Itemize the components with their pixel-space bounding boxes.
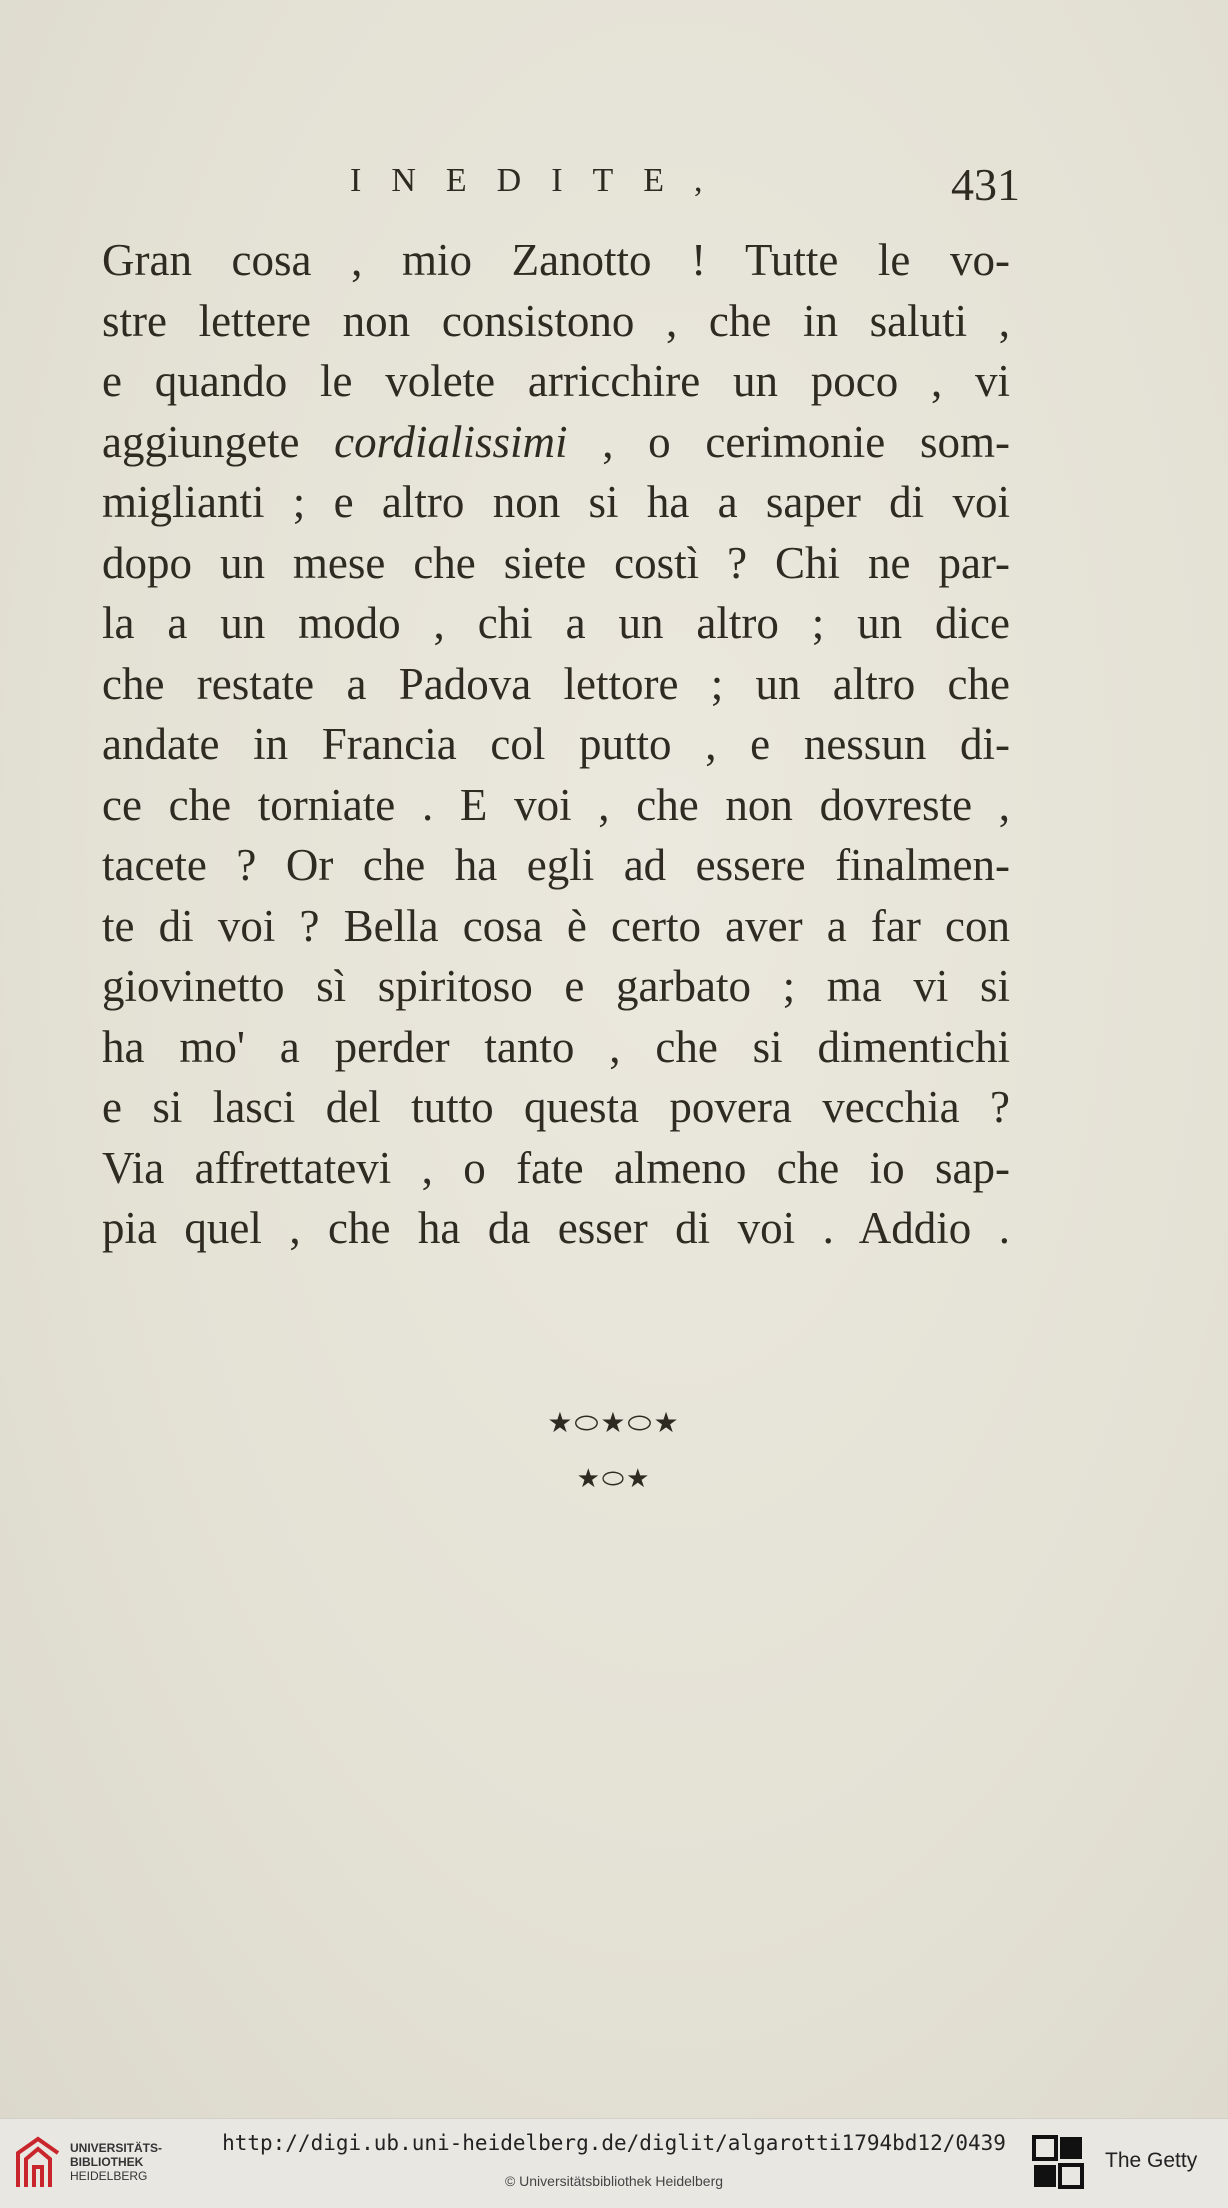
- text-line: giovinetto sì spiritoso e garbato ; ma vi si: [102, 961, 1010, 1011]
- text-line: miglianti ; e altro non si ha a saper di voi: [102, 477, 1010, 527]
- text-line: tacete ? Or che ha egli ad essere finalmen-: [102, 840, 1010, 890]
- text-line: dopo un mese che siete costì ? Chi ne par-: [102, 537, 1010, 588]
- text-line: Via affrettatevi , o fate almeno che io sap-: [102, 1142, 1010, 1193]
- text-line: stre lettere non consistono , che in saluti ,: [102, 295, 1010, 346]
- copyright-notice: © Universitätsbibliothek Heidelberg: [504, 2173, 724, 2189]
- page-number: 431: [951, 159, 1020, 210]
- library-name-line: UNIVERSITÄTS-: [70, 2141, 163, 2155]
- footer-bar: [0, 2118, 1228, 2208]
- text-line: te di voi ? Bella cosa è certo aver a far con: [102, 900, 1010, 951]
- library-name-line: HEIDELBERG: [70, 2169, 148, 2183]
- text-line: pia quel , che ha da esser di voi . Addio .: [102, 1203, 1010, 1253]
- running-head: INEDITE,: [350, 162, 733, 199]
- text-line-start: aggiungete: [102, 416, 335, 467]
- italic-word: cordialissimi: [334, 416, 568, 467]
- text-line: che restate a Padova lettore ; un altro che: [102, 658, 1010, 709]
- ornament-row: ★⬭★: [576, 1464, 652, 1494]
- ornament-row: ★⬭★⬭★: [547, 1406, 681, 1439]
- text-line: [102, 412, 1010, 473]
- permalink-url[interactable]: http://digi.ub.uni-heidelberg.de/diglit/algarotti1794bd12/0439: [222, 2131, 1006, 2155]
- text-line: ce che torniate . E voi , che non dovreste ,: [102, 779, 1010, 830]
- library-name-line: BIBLIOTHEK: [70, 2155, 144, 2169]
- text-line-end: , o cerimonie som-: [567, 416, 1010, 467]
- text-line: ha mo' a perder tanto , che si dimentichi: [102, 1021, 1010, 1072]
- letter-text: [102, 230, 1010, 1259]
- text-line: e quando le volete arricchire un poco , vi: [102, 356, 1010, 406]
- getty-label: The Getty: [1105, 2149, 1198, 2172]
- getty-logo-icon: [1032, 2135, 1084, 2191]
- text-line: e si lasci del tutto questa povera vecchia ?: [102, 1082, 1010, 1132]
- text-line: Gran cosa , mio Zanotto ! Tutte le vo-: [102, 235, 1010, 285]
- text-line: la a un modo , chi a un altro ; un dice: [102, 598, 1010, 648]
- page-header: [340, 158, 1020, 228]
- text-line: andate in Francia col putto , e nessun di-: [102, 719, 1010, 769]
